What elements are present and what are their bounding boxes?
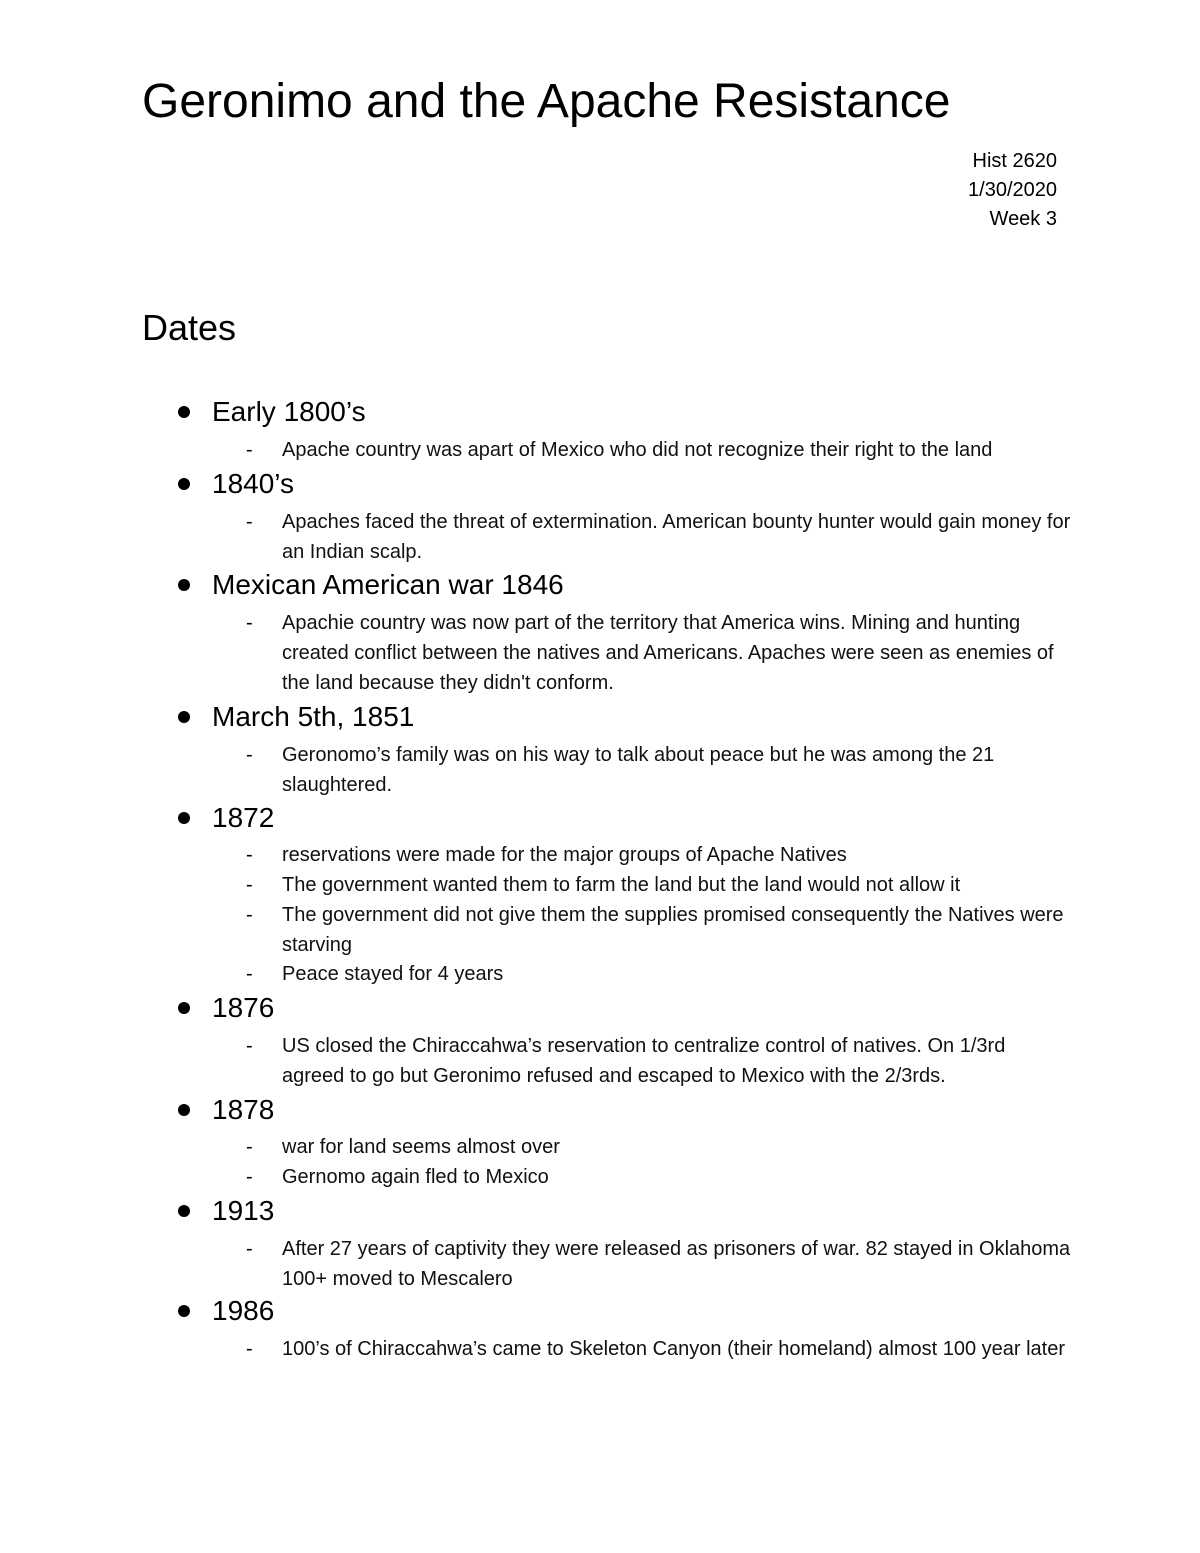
- bullet-dot-icon: [178, 1002, 190, 1014]
- dash-marker: -: [246, 511, 253, 533]
- entry-note: Apaches faced the threat of extermination. American bounty hunter would gain money for an Indian scalp.: [282, 511, 1071, 563]
- entry-date: 1872: [212, 802, 275, 833]
- dash-marker: -: [246, 1238, 253, 1260]
- dash-marker: -: [246, 874, 253, 896]
- entry-note: The government did not give them the supplies promised consequently the Natives were starving: [282, 904, 1064, 956]
- dash-marker: -: [246, 744, 253, 766]
- section-heading-dates: Dates: [142, 307, 237, 348]
- date-label: 1/30/2020: [968, 179, 1057, 201]
- dash-marker: -: [246, 1035, 253, 1057]
- dash-marker: -: [246, 1136, 253, 1158]
- dash-marker: -: [246, 963, 253, 985]
- entry-note: Apache country was apart of Mexico who did not recognize their right to the land: [282, 439, 993, 461]
- bullet-dot-icon: [178, 812, 190, 824]
- entry-date: 1913: [212, 1195, 275, 1226]
- entry-date: Mexican American war 1846: [212, 569, 564, 600]
- dash-marker: -: [246, 1166, 253, 1188]
- entry-note: After 27 years of captivity they were released as prisoners of war. 82 stayed in Oklahoma 100+ moved to Mescalero: [282, 1238, 1071, 1290]
- bullet-dot-icon: [178, 478, 190, 490]
- entry-date: 1876: [212, 992, 275, 1023]
- dash-marker: -: [246, 1338, 253, 1360]
- entry-note: The government wanted them to farm the land but the land would not allow it: [282, 874, 961, 896]
- bullet-dot-icon: [178, 406, 190, 418]
- entry-note: war for land seems almost over: [282, 1136, 560, 1158]
- entry-date: 1840’s: [212, 468, 295, 499]
- bullet-dot-icon: [178, 1104, 190, 1116]
- entry-date: 1986: [212, 1295, 275, 1326]
- course-label: Hist 2620: [972, 150, 1057, 172]
- entry-date: 1878: [212, 1094, 275, 1125]
- bullet-dot-icon: [178, 579, 190, 591]
- week-label: Week 3: [989, 208, 1057, 230]
- entry-date: Early 1800’s: [212, 396, 366, 427]
- document-title: Geronimo and the Apache Resistance: [142, 75, 951, 128]
- entry-note: Apachie country was now part of the territory that America wins. Mining and hunting created conflict between the natives and Americans. Apaches were seen as enemies of the land because they didn't conform.: [282, 612, 1054, 694]
- entry-note: reservations were made for the major groups of Apache Natives: [282, 844, 847, 866]
- dash-marker: -: [246, 439, 253, 461]
- document-meta: [968, 147, 1057, 234]
- dash-marker: -: [246, 904, 253, 926]
- entry-note: US closed the Chiraccahwa’s reservation to centralize control of natives. On 1/3rd agreed to go but Geronimo refused and escaped to Mexico with the 2/3rds.: [282, 1035, 1006, 1087]
- bullet-dot-icon: [178, 711, 190, 723]
- entry-note: Geronomo’s family was on his way to talk about peace but he was among the 21 slaughtered.: [282, 744, 995, 796]
- entry-note: Peace stayed for 4 years: [282, 963, 504, 985]
- entry-note: Gernomo again fled to Mexico: [282, 1166, 549, 1188]
- bullet-dot-icon: [178, 1305, 190, 1317]
- bullet-dot-icon: [178, 1205, 190, 1217]
- entry-date: March 5th, 1851: [212, 701, 415, 732]
- entry-note: 100’s of Chiraccahwa’s came to Skeleton Canyon (their homeland) almost 100 year later: [282, 1338, 1066, 1360]
- dash-marker: -: [246, 612, 253, 634]
- dash-marker: -: [246, 844, 253, 866]
